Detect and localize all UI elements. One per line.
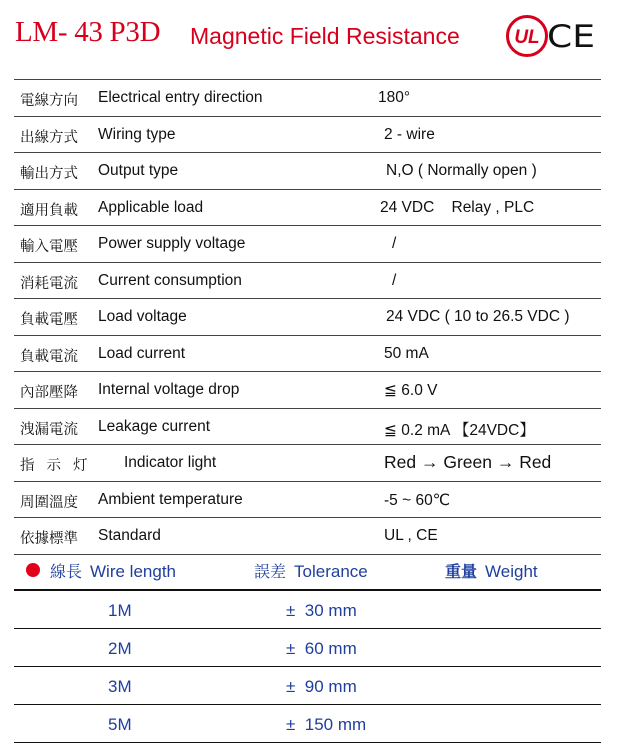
header-weight: 重量 Weight [445, 562, 538, 581]
spec-label-en: Ambient temperature [98, 490, 243, 508]
wire-length-table [14, 549, 601, 743]
wire-length-value: 1M [108, 601, 132, 620]
spec-label-en: Current consumption [98, 271, 242, 289]
table-row [14, 629, 601, 667]
spec-label-zh: 指示灯 [20, 458, 100, 474]
spec-label-zh: 內部壓降 [20, 385, 78, 401]
header-tolerance: 誤差 Tolerance [254, 562, 368, 581]
bullet-icon [26, 563, 40, 577]
spec-value: 50 mA [384, 344, 429, 362]
header-wire-length: 線長 Wire length [50, 562, 176, 581]
specification-table [14, 79, 601, 555]
spec-label-en: Leakage current [98, 417, 211, 435]
spec-label-zh: 輸入電壓 [20, 239, 78, 255]
spec-value: / [392, 235, 397, 252]
table-row [14, 591, 601, 629]
ul-certification-logo [505, 14, 549, 58]
spec-label-en: Power supply voltage [98, 235, 246, 252]
spec-value: 24 VDC Relay , PLC [380, 198, 535, 216]
table-row [14, 667, 601, 705]
tolerance-value: ± 30 mm [286, 601, 357, 620]
spec-label-zh: 負載電壓 [20, 312, 78, 328]
wire-length-value: 2M [108, 639, 132, 658]
spec-row-ambient-temperature [14, 482, 601, 519]
spec-value: ≦ 6.0 V [384, 382, 438, 399]
wire-length-value: 5M [108, 715, 132, 734]
spec-label-en: Wiring type [98, 125, 176, 143]
spec-value: 180° [378, 89, 411, 106]
spec-value: 24 VDC ( 10 to 26.5 VDC ) [386, 308, 570, 325]
spec-label-en: Electrical entry direction [98, 89, 263, 106]
spec-value: -5 ~ 60℃ [384, 491, 451, 509]
spec-label-en: Standard [98, 527, 161, 544]
spec-row-entry-direction [14, 79, 601, 117]
spec-label-zh: 洩漏電流 [20, 421, 78, 438]
spec-label-zh: 電線方向 [20, 93, 78, 109]
spec-label-en: Indicator light [124, 454, 217, 471]
table-row [14, 705, 601, 743]
product-title: Magnetic Field Resistance [190, 23, 460, 49]
spec-row-applicable-load [14, 190, 601, 227]
model-number: LM- 43 P3D [15, 16, 161, 48]
spec-row-load-current [14, 336, 601, 373]
spec-row-load-voltage [14, 299, 601, 336]
spec-row-power-supply-voltage [14, 226, 601, 263]
tolerance-value: ± 60 mm [286, 639, 357, 658]
spec-label-en: Applicable load [98, 198, 204, 216]
spec-row-leakage-current [14, 409, 601, 446]
spec-value: Red → Green → Red [384, 452, 552, 472]
spec-row-wiring-type [14, 117, 601, 154]
spec-row-output-type [14, 153, 601, 190]
spec-label-zh: 周圍溫度 [20, 494, 78, 511]
spec-value: ≦ 0.2 mA 【24VDC】 [384, 421, 535, 439]
spec-label-en: Output type [98, 162, 179, 179]
wire-table-header [14, 549, 601, 591]
spec-value: / [392, 271, 397, 289]
ce-certification-logo [547, 18, 609, 54]
spec-row-indicator-light [14, 445, 601, 482]
spec-label-zh: 負載電流 [20, 348, 78, 365]
header [0, 0, 626, 72]
spec-row-current-consumption [14, 263, 601, 300]
tolerance-value: ± 90 mm [286, 677, 357, 696]
spec-label-en: Internal voltage drop [98, 381, 240, 398]
spec-label-en: Load voltage [98, 308, 187, 325]
spec-value: UL , CE [384, 527, 438, 544]
tolerance-value: ± 150 mm [286, 715, 367, 734]
spec-label-zh: 消耗電流 [20, 275, 78, 292]
wire-length-value: 3M [108, 677, 132, 696]
ce-logo-text: CE [547, 19, 595, 54]
spec-value: N,O ( Normally open ) [386, 162, 537, 179]
spec-label-zh: 適用負載 [20, 202, 78, 219]
spec-label-zh: 出線方式 [20, 129, 78, 146]
spec-label-zh: 輸出方式 [20, 166, 78, 182]
spec-label-en: Load current [98, 344, 186, 362]
spec-label-zh: 依據標準 [20, 531, 78, 547]
ul-logo-text: UL [514, 27, 540, 48]
spec-row-internal-voltage-drop [14, 372, 601, 409]
spec-value: 2 - wire [384, 125, 435, 143]
